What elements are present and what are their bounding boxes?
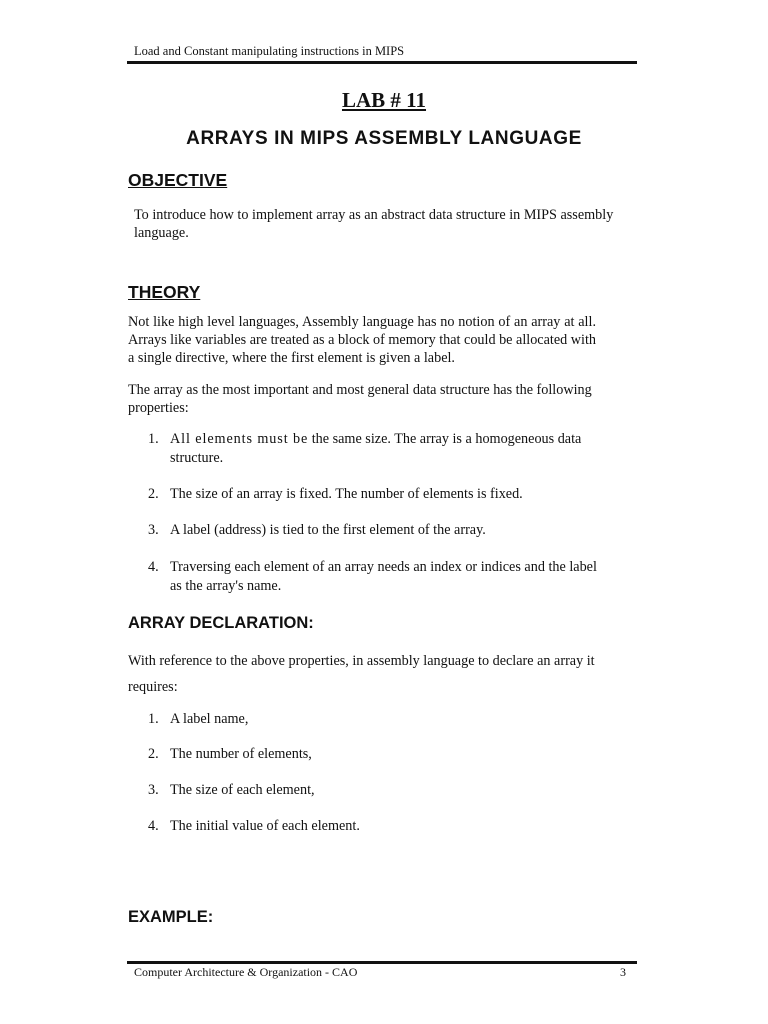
list-item-text: A label name, bbox=[170, 711, 249, 727]
theory-paragraph-1: Not like high level languages, Assembly language has no notion of an array at all. Arrays like variables are treated as a block of memory that could be allocated with a single directive, where the first element is given a label. bbox=[128, 314, 597, 366]
running-header: Load and Constant manipulating instructions in MIPS bbox=[134, 44, 405, 58]
list-item-text: The number of elements, bbox=[170, 746, 312, 762]
list-item-number: 2. bbox=[148, 746, 159, 762]
theory-paragraph-2: The array as the most important and most general data structure has the following properties: bbox=[128, 382, 592, 416]
example-heading: EXAMPLE: bbox=[128, 908, 214, 926]
lab-title: LAB # 11 bbox=[341, 88, 427, 112]
list-item-text: The initial value of each element. bbox=[170, 818, 360, 834]
objective-heading: OBJECTIVE bbox=[128, 170, 228, 190]
list-item-number: 3. bbox=[148, 782, 159, 798]
page-title: ARRAYS IN MIPS ASSEMBLY LANGUAGE bbox=[186, 128, 582, 149]
page-number: 3 bbox=[620, 965, 626, 979]
objective-text: To introduce how to implement array as an abstract data structure in MIPS assembly language. bbox=[134, 207, 614, 241]
list-item-text: A label (address) is tied to the first element of the array. bbox=[170, 522, 486, 538]
list-item-number: 1. bbox=[148, 431, 159, 447]
list-item-text: The size of each element, bbox=[170, 782, 315, 798]
footer-course: Computer Architecture & Organization - CAO bbox=[134, 965, 358, 979]
list-item-text: The size of an array is fixed. The number of elements is fixed. bbox=[170, 486, 523, 502]
array-declaration-heading: ARRAY DECLARATION: bbox=[128, 614, 314, 632]
list-item-text-rest: the same size. The array is a homogeneous data structure. bbox=[170, 431, 582, 466]
list-item-number: 3. bbox=[148, 522, 159, 538]
list-item-number: 1. bbox=[148, 711, 159, 727]
footer-rule bbox=[127, 961, 637, 964]
list-item-number: 4. bbox=[148, 559, 159, 575]
declaration-intro-line-2: requires: bbox=[128, 679, 178, 695]
declaration-intro-line-1: With reference to the above properties, in assembly language to declare an array it bbox=[128, 653, 595, 669]
list-item-text: Traversing each element of an array needs an index or indices and the label as the array's name. bbox=[170, 559, 597, 594]
list-item-text-spaced: All elements must be bbox=[170, 431, 309, 447]
header-rule bbox=[127, 61, 637, 64]
list-item-number: 4. bbox=[148, 818, 159, 834]
theory-heading: THEORY bbox=[128, 282, 201, 302]
list-item-number: 2. bbox=[148, 486, 159, 502]
list-item-text bbox=[170, 430, 610, 468]
